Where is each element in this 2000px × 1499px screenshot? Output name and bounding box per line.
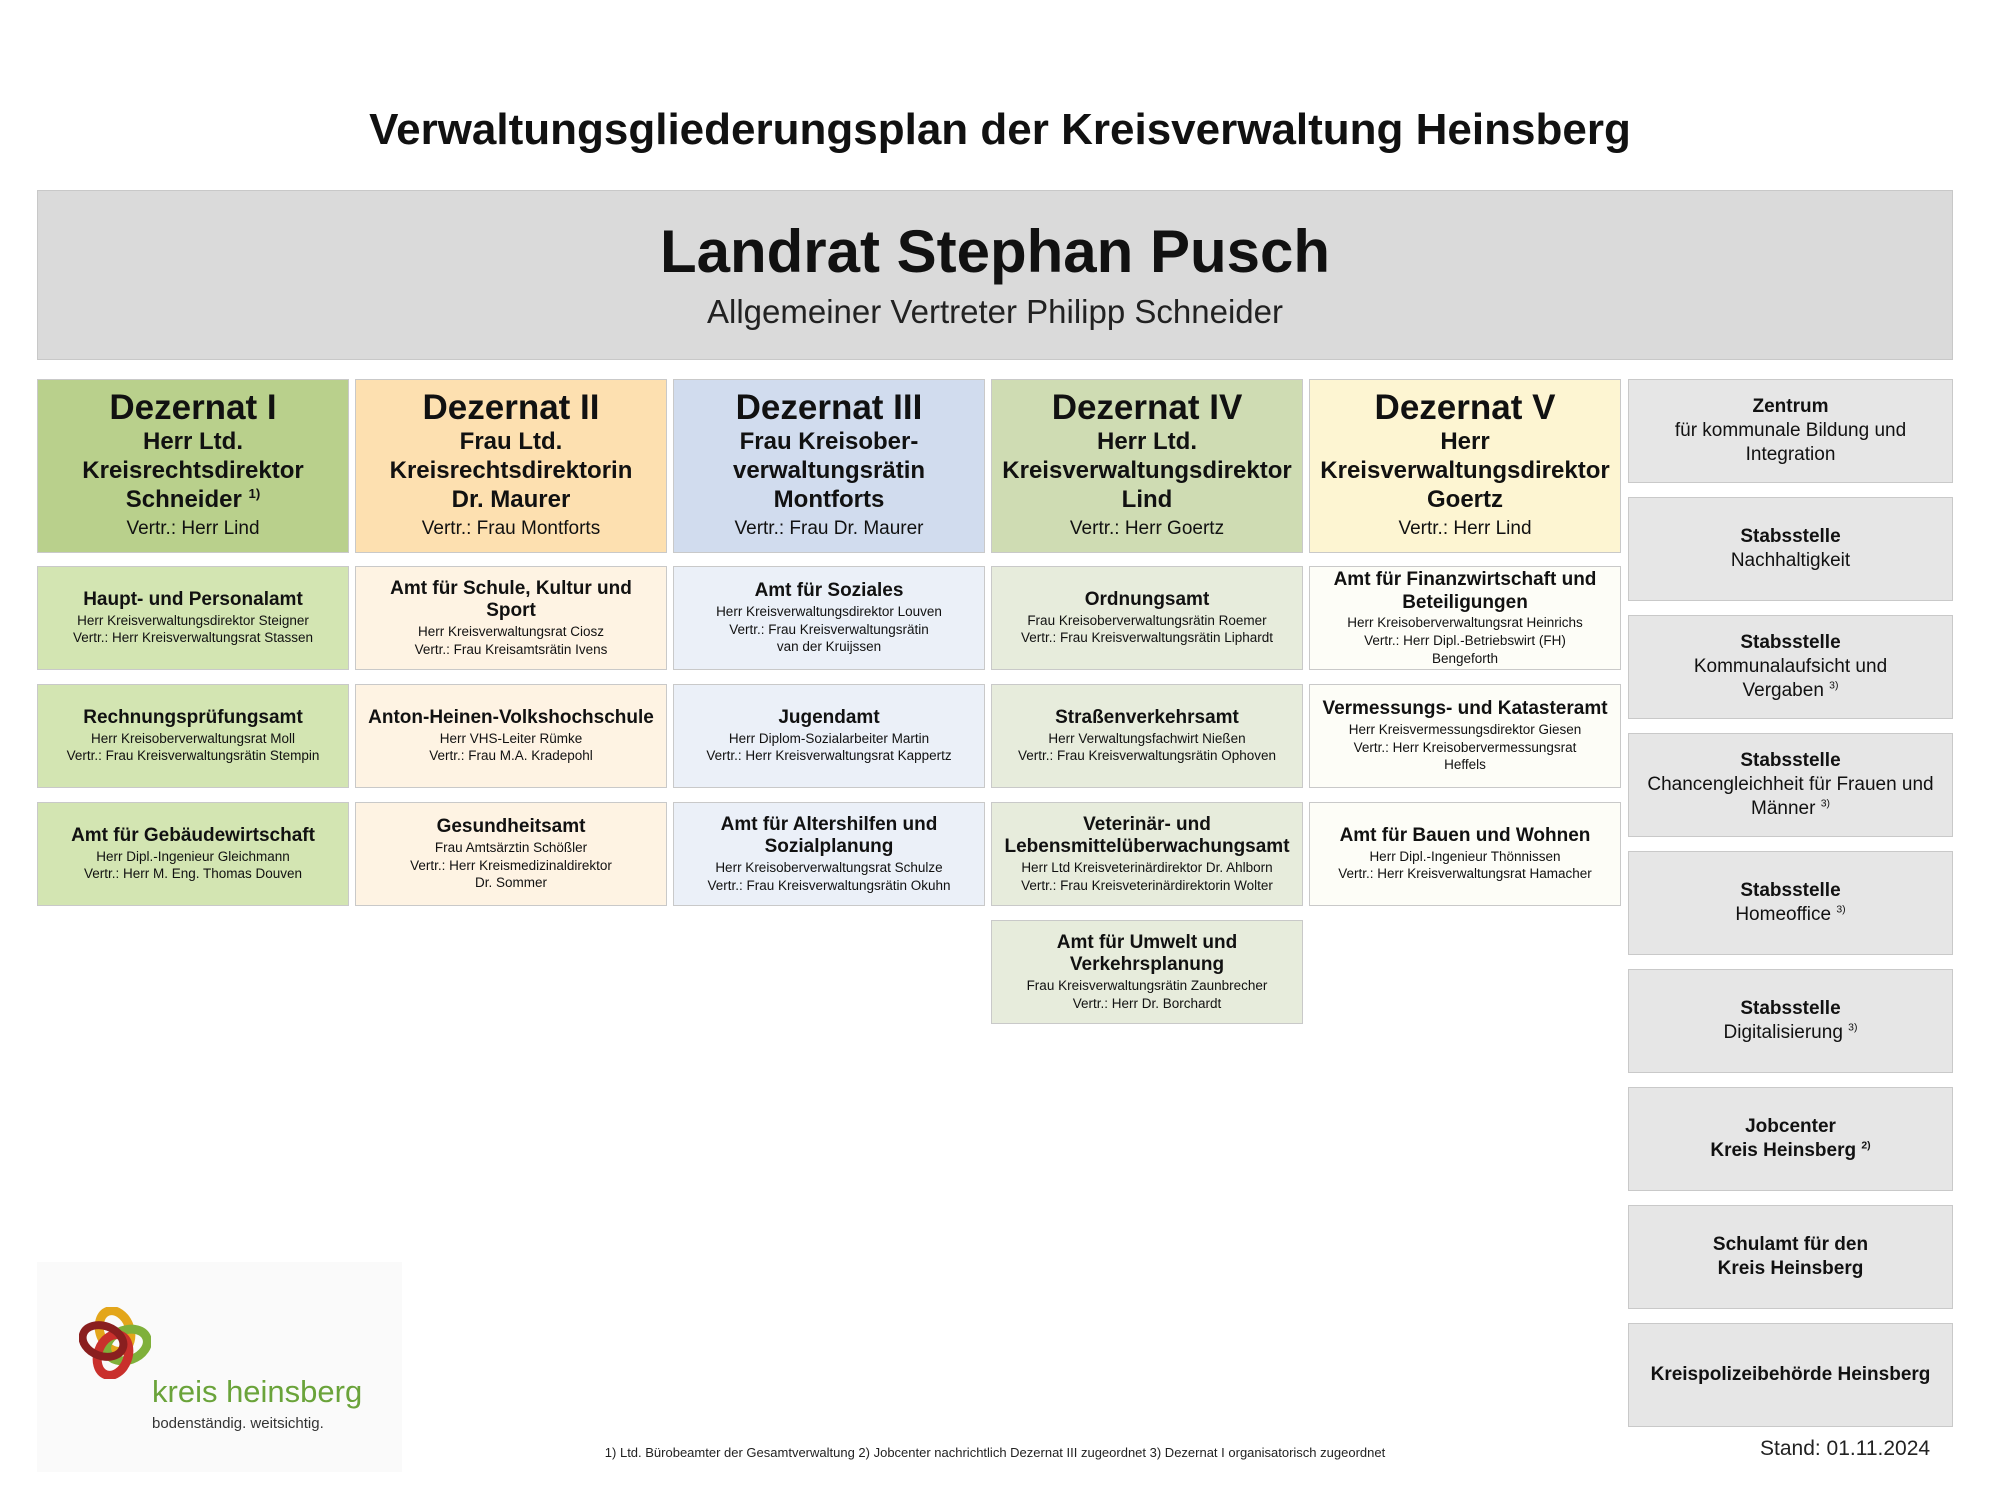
dezernat-3-title: Dezernat III (735, 388, 923, 427)
amt-leitung: Herr Kreisverwaltungsdirektor Steigner Vertr.: Herr Kreisverwaltungsrat Stassen (72, 612, 314, 646)
amt-leitung: Herr Kreisoberverwaltungsrat Schulze Vertr.: Frau Kreisverwaltungsrätin Okuhn (707, 860, 951, 893)
dezernat-5-person: Herr Kreisverwaltungsdirektor Goertz (1320, 428, 1610, 513)
amt-leitung: Herr VHS-Leiter Rümke Vertr.: Frau M.A. Kradepohl (429, 730, 593, 764)
dezernat-3-box (673, 379, 985, 553)
stabsstelle-label: Digitalisierung $^{3)}$ (1723, 1022, 1858, 1043)
amt-box (991, 802, 1303, 906)
dezernat-4-title: Dezernat IV (1051, 388, 1243, 427)
kreis-logo (37, 1262, 402, 1472)
stabsstelle-label: Kreis Heinsberg (1717, 1258, 1864, 1279)
amt-box (355, 802, 667, 906)
amt-leitung: Frau Amtsärztin Schößler Vertr.: Herr Kreismedizinaldirektor Dr. Sommer (410, 840, 612, 891)
amt-box (37, 684, 349, 788)
amt-box (1309, 566, 1621, 670)
amt-name: Straßenverkehrsamt (1055, 707, 1239, 729)
stabsstelle-chancengleichheit (1628, 733, 1953, 837)
amt-leitung: Herr Diplom-Sozialarbeiter Martin Vertr.: Herr Kreisverwaltungsrat Kappertz (706, 730, 952, 764)
dezernat-4-box (991, 379, 1303, 553)
amt-box (673, 802, 985, 906)
amt-leitung: Herr Verwaltungsfachwirt Nießen Vertr.: Frau Kreisverwaltungsrätin Ophoven (1017, 730, 1277, 764)
amt-name: Amt für Altershilfen und Sozialplanung (720, 813, 938, 858)
amt-name: Amt für Finanzwirtschaft und Beteiligungen (1333, 568, 1597, 613)
stabsstelle-label: Kommunalaufsicht und Vergaben $^{3)}$ (1693, 656, 1888, 701)
amt-name: Jugendamt (778, 707, 880, 729)
stabsstelle-zentrum (1628, 379, 1953, 483)
stabsstelle-name: Schulamt für den (1712, 1234, 1869, 1256)
dezernat-3-person: Frau Kreisober- verwaltungsrätin Montforts (732, 428, 926, 513)
stabsstelle-nachhaltigkeit (1628, 497, 1953, 601)
stabsstelle-homeoffice (1628, 851, 1953, 955)
schulamt-box (1628, 1205, 1953, 1309)
dezernat-3-vertreter: Vertr.: Frau Dr. Maurer (734, 517, 924, 539)
stabsstelle-name: Stabsstelle (1740, 750, 1841, 772)
amt-box (991, 566, 1303, 670)
stabsstelle-kommunalaufsicht (1628, 615, 1953, 719)
stabsstelle-name: Jobcenter (1745, 1116, 1836, 1138)
footnotes: 1) Ltd. Bürobeamter der Gesamtverwaltung 2) Jobcenter nachrichtlich Dezernat III zugeordnet 3) Dezernat I organisatorisch zugeordnet (604, 1445, 1386, 1460)
amt-box (673, 684, 985, 788)
dezernat-2-title: Dezernat II (422, 388, 600, 427)
kreis-logo-icon (79, 1307, 151, 1379)
amt-name: Gesundheitsamt (436, 816, 586, 838)
logo-tagline: bodenständig. weitsichtig. (152, 1415, 324, 1432)
stabsstelle-name: Stabsstelle (1740, 880, 1841, 902)
page-title: Verwaltungsgliederungsplan der Kreisverwaltung Heinsberg (369, 105, 1631, 154)
stabsstelle-name: Zentrum (1752, 396, 1829, 418)
dezernat-4-person: Herr Ltd. Kreisverwaltungsdirektor Lind (1002, 428, 1292, 513)
stabsstelle-label: Kreis Heinsberg $^{2)}$ (1710, 1140, 1871, 1161)
dezernat-1-title: Dezernat I (109, 388, 277, 427)
amt-box (991, 684, 1303, 788)
amt-leitung: Herr Dipl.-Ingenieur Thönnissen Vertr.: Herr Kreisverwaltungsrat Hamacher (1338, 848, 1592, 882)
amt-leitung: Herr Kreisoberverwaltungsrat Heinrichs Vertr.: Herr Dipl.-Betriebswirt (FH) Bengeforth (1347, 615, 1583, 666)
logo-brand: kreis heinsberg (152, 1374, 363, 1409)
dezernat-1-box (37, 379, 349, 553)
amt-leitung: Herr Dipl.-Ingenieur Gleichmann Vertr.: Herr M. Eng. Thomas Douven (83, 848, 303, 882)
amt-name: Vermessungs- und Katasteramt (1322, 698, 1608, 720)
dezernat-5-vertreter: Vertr.: Herr Lind (1398, 517, 1532, 539)
amt-box (991, 920, 1303, 1024)
dezernat-2-box (355, 379, 667, 553)
dezernat-1-vertreter: Vertr.: Herr Lind (126, 517, 260, 539)
amt-box (355, 566, 667, 670)
amt-leitung: Herr Kreisoberverwaltungsrat Moll Vertr.: Frau Kreisverwaltungsrätin Stempin (66, 730, 320, 764)
amt-leitung: Herr Kreisvermessungsdirektor Giesen Vertr.: Herr Kreisobervermessungsrat Heffels (1348, 722, 1582, 773)
amt-box (1309, 684, 1621, 788)
amt-leitung: Frau Kreisverwaltungsrätin Zaunbrecher Vertr.: Herr Dr. Borchardt (1026, 978, 1268, 1011)
amt-name: Amt für Umwelt und Verkehrsplanung (1056, 931, 1238, 976)
amt-name: Amt für Schule, Kultur und Sport (390, 577, 632, 622)
amt-name: Amt für Bauen und Wohnen (1339, 825, 1591, 847)
stabsstelle-label: Homeoffice $^{3)}$ (1735, 904, 1846, 925)
stand-date: Stand: 01.11.2024 (1760, 1437, 1931, 1460)
amt-box (1309, 802, 1621, 906)
amt-name: Amt für Gebäudewirtschaft (71, 825, 315, 847)
landrat-box (37, 190, 1953, 360)
amt-box (355, 684, 667, 788)
amt-leitung: Herr Ltd Kreisveterinärdirektor Dr. Ahlborn Vertr.: Frau Kreisveterinärdirektorin Wolter (1021, 860, 1273, 893)
dezernat-5-box (1309, 379, 1621, 553)
dezernat-1-person: Herr Ltd. Kreisrechtsdirektor Schneider $^{1)}$ (82, 428, 304, 513)
amt-box (37, 566, 349, 670)
dezernat-2-vertreter: Vertr.: Frau Montforts (421, 517, 601, 539)
stabsstelle-name: Kreispolizeibehörde Heinsberg (1650, 1364, 1931, 1386)
amt-leitung: Frau Kreisoberverwaltungsrätin Roemer Vertr.: Frau Kreisverwaltungsrätin Liphardt (1020, 612, 1274, 646)
stabsstelle-digitalisierung (1628, 969, 1953, 1073)
dezernat-4-vertreter: Vertr.: Herr Goertz (1069, 517, 1225, 539)
amt-name: Ordnungsamt (1084, 589, 1210, 611)
amt-name: Veterinär- und Lebensmittelüberwachungsamt (1004, 813, 1290, 858)
stabsstelle-label: für kommunale Bildung und Integration (1674, 420, 1907, 465)
dezernat-2-person: Frau Ltd. Kreisrechtsdirektorin Dr. Maurer (389, 428, 633, 513)
jobcenter-box (1628, 1087, 1953, 1191)
stabsstelle-name: Stabsstelle (1740, 998, 1841, 1020)
amt-box (37, 802, 349, 906)
amt-name: Amt für Soziales (754, 580, 904, 602)
amt-name: Rechnungsprüfungsamt (83, 707, 303, 729)
amt-leitung: Herr Kreisverwaltungsrat Ciosz Vertr.: Frau Kreisamtsrätin Ivens (414, 624, 608, 657)
amt-name: Anton-Heinen-Volkshochschule (368, 707, 654, 729)
amt-name: Haupt- und Personalamt (83, 589, 303, 611)
stabsstelle-name: Stabsstelle (1740, 632, 1841, 654)
stabsstelle-label: Chancengleichheit für Frauen und Männer $^{3)}$ (1647, 774, 1934, 819)
landrat-name: Landrat Stephan Pusch (659, 218, 1331, 285)
kreispolizeibehoerde-box (1628, 1323, 1953, 1427)
stabsstelle-name: Stabsstelle (1740, 526, 1841, 548)
stabsstelle-label: Nachhaltigkeit (1730, 550, 1851, 571)
amt-leitung: Herr Kreisverwaltungsdirektor Louven Vertr.: Frau Kreisverwaltungsrätin van der Kruijssen (716, 604, 942, 655)
landrat-vertreter: Allgemeiner Vertreter Philipp Schneider (707, 293, 1283, 330)
dezernat-5-title: Dezernat V (1374, 388, 1556, 427)
amt-box (673, 566, 985, 670)
